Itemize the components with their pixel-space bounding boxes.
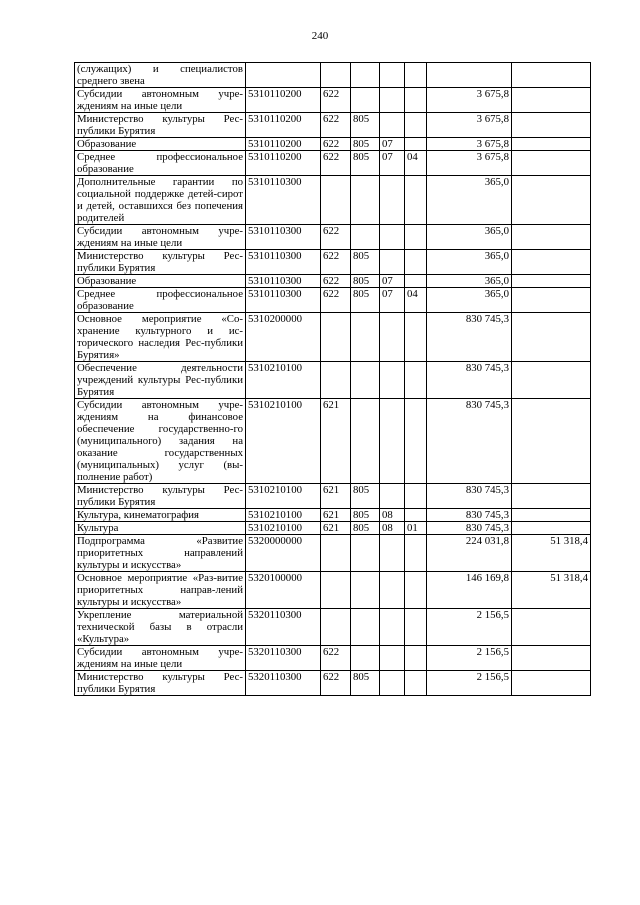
section-cell bbox=[380, 88, 405, 113]
administrator-cell: 805 bbox=[351, 509, 380, 522]
amount-cell: 830 745,3 bbox=[427, 484, 512, 509]
subsection-cell bbox=[405, 484, 427, 509]
expense-type-cell: 622 bbox=[321, 250, 351, 275]
amount-cell: 830 745,3 bbox=[427, 362, 512, 399]
subsection-cell bbox=[405, 535, 427, 572]
expense-type-cell bbox=[321, 176, 351, 225]
row-name-cell: Основное мероприятие «Со-хранение культурного и ис-торического наследия Рес-публики Бурятия» bbox=[75, 313, 246, 362]
table-row bbox=[75, 671, 591, 696]
expense-type-cell bbox=[321, 313, 351, 362]
amount-cell: 146 169,8 bbox=[427, 572, 512, 609]
target-article-cell: 5310110300 bbox=[246, 275, 321, 288]
amount-2-cell bbox=[512, 225, 591, 250]
table-row bbox=[75, 225, 591, 250]
administrator-cell: 805 bbox=[351, 275, 380, 288]
amount-2-cell bbox=[512, 646, 591, 671]
section-cell bbox=[380, 671, 405, 696]
row-name-cell: (служащих) и специалистов среднего звена bbox=[75, 63, 246, 88]
target-article-cell: 5310110300 bbox=[246, 250, 321, 275]
administrator-cell: 805 bbox=[351, 250, 380, 275]
section-cell: 07 bbox=[380, 151, 405, 176]
section-cell bbox=[380, 609, 405, 646]
amount-2-cell: 51 318,4 bbox=[512, 535, 591, 572]
page-number: 240 bbox=[311, 30, 329, 42]
row-name-cell: Культура bbox=[75, 522, 246, 535]
subsection-cell bbox=[405, 88, 427, 113]
subsection-cell bbox=[405, 63, 427, 88]
table-row bbox=[75, 399, 591, 484]
amount-cell: 830 745,3 bbox=[427, 313, 512, 362]
amount-2-cell bbox=[512, 275, 591, 288]
administrator-cell bbox=[351, 646, 380, 671]
subsection-cell: 04 bbox=[405, 151, 427, 176]
amount-cell: 2 156,5 bbox=[427, 609, 512, 646]
row-name-cell: Субсидии автономным учре-ждениям на иные цели bbox=[75, 225, 246, 250]
subsection-cell bbox=[405, 671, 427, 696]
section-cell: 07 bbox=[380, 138, 405, 151]
table-row bbox=[75, 362, 591, 399]
table-row bbox=[75, 572, 591, 609]
amount-cell: 365,0 bbox=[427, 250, 512, 275]
amount-2-cell bbox=[512, 250, 591, 275]
expense-type-cell: 621 bbox=[321, 509, 351, 522]
section-cell: 07 bbox=[380, 288, 405, 313]
subsection-cell bbox=[405, 509, 427, 522]
administrator-cell bbox=[351, 63, 380, 88]
table-row bbox=[75, 275, 591, 288]
section-cell: 08 bbox=[380, 522, 405, 535]
expense-type-cell: 622 bbox=[321, 646, 351, 671]
subsection-cell bbox=[405, 250, 427, 275]
section-cell bbox=[380, 176, 405, 225]
subsection-cell bbox=[405, 399, 427, 484]
target-article-cell: 5310210100 bbox=[246, 522, 321, 535]
target-article-cell: 5310210100 bbox=[246, 509, 321, 522]
budget-table bbox=[74, 62, 591, 696]
target-article-cell: 5310110200 bbox=[246, 113, 321, 138]
subsection-cell bbox=[405, 313, 427, 362]
target-article-cell: 5310110300 bbox=[246, 225, 321, 250]
amount-cell: 830 745,3 bbox=[427, 399, 512, 484]
administrator-cell: 805 bbox=[351, 288, 380, 313]
table-row bbox=[75, 535, 591, 572]
row-name-cell: Министерство культуры Рес-публики Бурятия bbox=[75, 671, 246, 696]
subsection-cell: 04 bbox=[405, 288, 427, 313]
target-article-cell: 5320100000 bbox=[246, 572, 321, 609]
subsection-cell bbox=[405, 275, 427, 288]
table-row bbox=[75, 313, 591, 362]
row-name-cell: Министерство культуры Рес-публики Бурятия bbox=[75, 113, 246, 138]
expense-type-cell: 622 bbox=[321, 151, 351, 176]
amount-2-cell bbox=[512, 288, 591, 313]
expense-type-cell bbox=[321, 535, 351, 572]
administrator-cell bbox=[351, 362, 380, 399]
amount-cell: 2 156,5 bbox=[427, 671, 512, 696]
table-row bbox=[75, 63, 591, 88]
row-name-cell: Среднее профессиональное образование bbox=[75, 288, 246, 313]
amount-cell: 3 675,8 bbox=[427, 113, 512, 138]
section-cell bbox=[380, 484, 405, 509]
amount-cell: 365,0 bbox=[427, 275, 512, 288]
amount-2-cell bbox=[512, 509, 591, 522]
amount-2-cell bbox=[512, 88, 591, 113]
table-row bbox=[75, 151, 591, 176]
amount-2-cell bbox=[512, 522, 591, 535]
table-row bbox=[75, 250, 591, 275]
administrator-cell bbox=[351, 609, 380, 646]
target-article-cell: 5310210100 bbox=[246, 362, 321, 399]
section-cell bbox=[380, 225, 405, 250]
row-name-cell: Дополнительные гарантии по социальной поддержке детей-сирот и детей, оставшихся без попечения родителей bbox=[75, 176, 246, 225]
row-name-cell: Среднее профессиональное образование bbox=[75, 151, 246, 176]
section-cell: 08 bbox=[380, 509, 405, 522]
administrator-cell: 805 bbox=[351, 138, 380, 151]
row-name-cell: Министерство культуры Рес-публики Бурятия bbox=[75, 484, 246, 509]
amount-cell: 224 031,8 bbox=[427, 535, 512, 572]
administrator-cell bbox=[351, 399, 380, 484]
table-row bbox=[75, 288, 591, 313]
row-name-cell: Субсидии автономным учре-ждениям на иные цели bbox=[75, 88, 246, 113]
table-row bbox=[75, 88, 591, 113]
target-article-cell: 5320110300 bbox=[246, 646, 321, 671]
expense-type-cell: 622 bbox=[321, 225, 351, 250]
target-article-cell: 5310210100 bbox=[246, 399, 321, 484]
target-article-cell: 5310110200 bbox=[246, 88, 321, 113]
amount-cell: 3 675,8 bbox=[427, 151, 512, 176]
amount-2-cell bbox=[512, 63, 591, 88]
table-row bbox=[75, 522, 591, 535]
amount-2-cell bbox=[512, 138, 591, 151]
subsection-cell: 01 bbox=[405, 522, 427, 535]
amount-cell: 365,0 bbox=[427, 176, 512, 225]
expense-type-cell bbox=[321, 362, 351, 399]
target-article-cell: 5320110300 bbox=[246, 671, 321, 696]
row-name-cell: Обеспечение деятельности учреждений культуры Рес-публики Бурятия bbox=[75, 362, 246, 399]
expense-type-cell: 622 bbox=[321, 288, 351, 313]
row-name-cell: Субсидии автономным учре-ждениям на финансовое обеспечение государственно-го (муниципального) задания на оказание государственных (муниципальных) услуг (вы-полнение работ) bbox=[75, 399, 246, 484]
amount-cell: 2 156,5 bbox=[427, 646, 512, 671]
target-article-cell: 5310110300 bbox=[246, 288, 321, 313]
amount-cell: 365,0 bbox=[427, 288, 512, 313]
amount-cell: 830 745,3 bbox=[427, 522, 512, 535]
target-article-cell: 5310110300 bbox=[246, 176, 321, 225]
section-cell bbox=[380, 362, 405, 399]
administrator-cell bbox=[351, 88, 380, 113]
row-name-cell: Подпрограмма «Развитие приоритетных направлений культуры и искусства» bbox=[75, 535, 246, 572]
row-name-cell: Культура, кинематография bbox=[75, 509, 246, 522]
subsection-cell bbox=[405, 646, 427, 671]
expense-type-cell: 622 bbox=[321, 275, 351, 288]
administrator-cell bbox=[351, 176, 380, 225]
expense-type-cell: 622 bbox=[321, 138, 351, 151]
subsection-cell bbox=[405, 225, 427, 250]
section-cell bbox=[380, 113, 405, 138]
row-name-cell: Основное мероприятие «Раз-витие приоритетных направ-лений культуры и искусства» bbox=[75, 572, 246, 609]
amount-cell bbox=[427, 63, 512, 88]
subsection-cell bbox=[405, 609, 427, 646]
section-cell bbox=[380, 399, 405, 484]
administrator-cell bbox=[351, 225, 380, 250]
budget-table-body bbox=[75, 63, 591, 696]
administrator-cell: 805 bbox=[351, 113, 380, 138]
target-article-cell: 5310200000 bbox=[246, 313, 321, 362]
administrator-cell bbox=[351, 572, 380, 609]
amount-2-cell bbox=[512, 313, 591, 362]
subsection-cell bbox=[405, 362, 427, 399]
administrator-cell: 805 bbox=[351, 484, 380, 509]
subsection-cell bbox=[405, 176, 427, 225]
expense-type-cell: 622 bbox=[321, 113, 351, 138]
table-row bbox=[75, 609, 591, 646]
subsection-cell bbox=[405, 572, 427, 609]
administrator-cell: 805 bbox=[351, 151, 380, 176]
table-row bbox=[75, 646, 591, 671]
target-article-cell: 5320110300 bbox=[246, 609, 321, 646]
table-row bbox=[75, 138, 591, 151]
administrator-cell: 805 bbox=[351, 522, 380, 535]
expense-type-cell: 621 bbox=[321, 399, 351, 484]
table-row bbox=[75, 484, 591, 509]
amount-2-cell bbox=[512, 362, 591, 399]
section-cell bbox=[380, 535, 405, 572]
row-name-cell: Субсидии автономным учре-ждениям на иные цели bbox=[75, 646, 246, 671]
section-cell bbox=[380, 313, 405, 362]
expense-type-cell bbox=[321, 572, 351, 609]
administrator-cell bbox=[351, 535, 380, 572]
subsection-cell bbox=[405, 138, 427, 151]
section-cell bbox=[380, 250, 405, 275]
expense-type-cell: 622 bbox=[321, 671, 351, 696]
expense-type-cell bbox=[321, 63, 351, 88]
amount-2-cell: 51 318,4 bbox=[512, 572, 591, 609]
row-name-cell: Образование bbox=[75, 138, 246, 151]
row-name-cell: Укрепление материальной технической базы в отрасли «Культура» bbox=[75, 609, 246, 646]
subsection-cell bbox=[405, 113, 427, 138]
amount-2-cell bbox=[512, 113, 591, 138]
section-cell: 07 bbox=[380, 275, 405, 288]
target-article-cell: 5320000000 bbox=[246, 535, 321, 572]
row-name-cell: Министерство культуры Рес-публики Бурятия bbox=[75, 250, 246, 275]
target-article-cell: 5310110200 bbox=[246, 138, 321, 151]
target-article-cell: 5310110200 bbox=[246, 151, 321, 176]
amount-cell: 3 675,8 bbox=[427, 138, 512, 151]
target-article-cell bbox=[246, 63, 321, 88]
table-row bbox=[75, 113, 591, 138]
administrator-cell: 805 bbox=[351, 671, 380, 696]
amount-2-cell bbox=[512, 399, 591, 484]
amount-2-cell bbox=[512, 484, 591, 509]
section-cell bbox=[380, 646, 405, 671]
amount-2-cell bbox=[512, 609, 591, 646]
table-row bbox=[75, 509, 591, 522]
amount-2-cell bbox=[512, 176, 591, 225]
section-cell bbox=[380, 572, 405, 609]
administrator-cell bbox=[351, 313, 380, 362]
target-article-cell: 5310210100 bbox=[246, 484, 321, 509]
amount-cell: 3 675,8 bbox=[427, 88, 512, 113]
expense-type-cell: 622 bbox=[321, 88, 351, 113]
expense-type-cell: 621 bbox=[321, 522, 351, 535]
expense-type-cell bbox=[321, 609, 351, 646]
amount-2-cell bbox=[512, 151, 591, 176]
expense-type-cell: 621 bbox=[321, 484, 351, 509]
amount-2-cell bbox=[512, 671, 591, 696]
amount-cell: 365,0 bbox=[427, 225, 512, 250]
row-name-cell: Образование bbox=[75, 275, 246, 288]
table-row bbox=[75, 176, 591, 225]
amount-cell: 830 745,3 bbox=[427, 509, 512, 522]
section-cell bbox=[380, 63, 405, 88]
